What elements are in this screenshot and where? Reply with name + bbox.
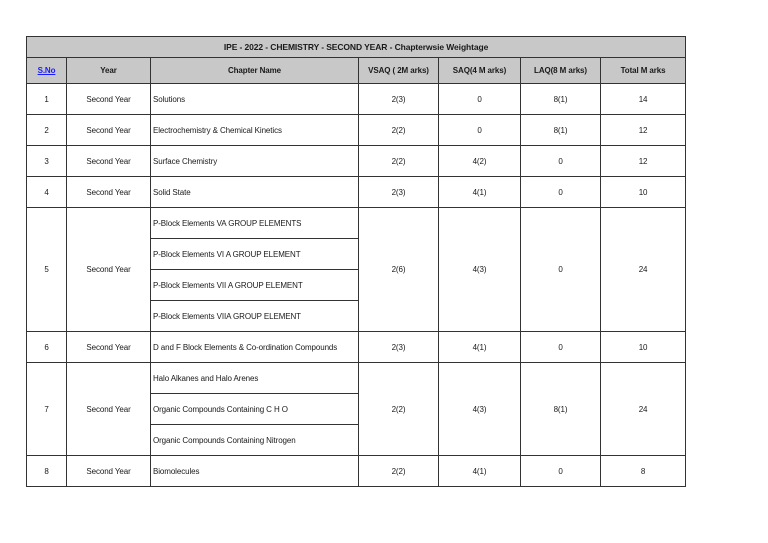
total-marks-cell: 10 xyxy=(601,177,686,208)
chapter-name-cell: D and F Block Elements & Co-ordination Compounds xyxy=(151,332,359,363)
saq-cell: 4(3) xyxy=(439,208,521,332)
laq-cell: 8(1) xyxy=(521,115,601,146)
chapter-name-cell: Surface Chemistry xyxy=(151,146,359,177)
chapter-name-cell: Organic Compounds Containing Nitrogen xyxy=(151,425,359,456)
sno-cell: 4 xyxy=(27,177,67,208)
header-vsaq: VSAQ ( 2M arks) xyxy=(359,58,439,84)
total-marks-cell: 10 xyxy=(601,332,686,363)
total-marks-cell: 8 xyxy=(601,456,686,487)
table-row xyxy=(27,332,686,363)
vsaq-cell: 2(2) xyxy=(359,115,439,146)
chapter-name-cell: Solutions xyxy=(151,84,359,115)
sno-link[interactable]: S.No xyxy=(37,66,56,75)
total-marks-cell: 24 xyxy=(601,208,686,332)
total-marks-cell: 14 xyxy=(601,84,686,115)
year-cell: Second Year xyxy=(67,332,151,363)
saq-cell: 4(1) xyxy=(439,456,521,487)
laq-cell: 8(1) xyxy=(521,84,601,115)
laq-cell: 0 xyxy=(521,146,601,177)
total-marks-cell: 12 xyxy=(601,146,686,177)
vsaq-cell: 2(2) xyxy=(359,456,439,487)
laq-cell: 8(1) xyxy=(521,363,601,456)
header-row xyxy=(27,58,686,84)
saq-cell: 4(3) xyxy=(439,363,521,456)
vsaq-cell: 2(3) xyxy=(359,332,439,363)
vsaq-cell: 2(6) xyxy=(359,208,439,332)
table-row xyxy=(27,177,686,208)
header-year: Year xyxy=(67,58,151,84)
saq-cell: 4(1) xyxy=(439,177,521,208)
table-row xyxy=(27,84,686,115)
chapter-name-cell: P-Block Elements VIIA GROUP ELEMENT xyxy=(151,301,359,332)
weightage-sheet xyxy=(26,36,686,487)
table-row xyxy=(27,363,686,394)
chapter-name-cell: Organic Compounds Containing C H O xyxy=(151,394,359,425)
chapter-name-cell: Halo Alkanes and Halo Arenes xyxy=(151,363,359,394)
total-marks-cell: 24 xyxy=(601,363,686,456)
table-title: IPE - 2022 - CHEMISTRY - SECOND YEAR - Chapterwsie Weightage xyxy=(27,37,686,58)
year-cell: Second Year xyxy=(67,363,151,456)
chapter-name-cell: P-Block Elements VI A GROUP ELEMENT xyxy=(151,239,359,270)
header-sno[interactable] xyxy=(27,58,67,84)
header-saq: SAQ(4 M arks) xyxy=(439,58,521,84)
year-cell: Second Year xyxy=(67,115,151,146)
table-row xyxy=(27,456,686,487)
saq-cell: 4(1) xyxy=(439,332,521,363)
sno-cell: 6 xyxy=(27,332,67,363)
chapter-name-cell: Electrochemistry & Chemical Kinetics xyxy=(151,115,359,146)
chapter-name-cell: Biomolecules xyxy=(151,456,359,487)
vsaq-cell: 2(3) xyxy=(359,84,439,115)
table-row xyxy=(27,115,686,146)
laq-cell: 0 xyxy=(521,177,601,208)
saq-cell: 4(2) xyxy=(439,146,521,177)
laq-cell: 0 xyxy=(521,208,601,332)
vsaq-cell: 2(3) xyxy=(359,177,439,208)
header-laq: LAQ(8 M arks) xyxy=(521,58,601,84)
chapter-name-cell: P-Block Elements VA GROUP ELEMENTS xyxy=(151,208,359,239)
header-total-marks: Total M arks xyxy=(601,58,686,84)
header-chapter-name: Chapter Name xyxy=(151,58,359,84)
title-row xyxy=(27,37,686,58)
sno-cell: 8 xyxy=(27,456,67,487)
sno-cell: 7 xyxy=(27,363,67,456)
year-cell: Second Year xyxy=(67,208,151,332)
laq-cell: 0 xyxy=(521,456,601,487)
sno-cell: 1 xyxy=(27,84,67,115)
year-cell: Second Year xyxy=(67,146,151,177)
sno-cell: 2 xyxy=(27,115,67,146)
chapter-name-cell: Solid State xyxy=(151,177,359,208)
vsaq-cell: 2(2) xyxy=(359,363,439,456)
table-row xyxy=(27,146,686,177)
table-row xyxy=(27,208,686,239)
vsaq-cell: 2(2) xyxy=(359,146,439,177)
chapter-name-cell: P-Block Elements VII A GROUP ELEMENT xyxy=(151,270,359,301)
saq-cell: 0 xyxy=(439,84,521,115)
year-cell: Second Year xyxy=(67,177,151,208)
sno-cell: 5 xyxy=(27,208,67,332)
saq-cell: 0 xyxy=(439,115,521,146)
table-body xyxy=(27,84,686,487)
year-cell: Second Year xyxy=(67,456,151,487)
laq-cell: 0 xyxy=(521,332,601,363)
total-marks-cell: 12 xyxy=(601,115,686,146)
sno-cell: 3 xyxy=(27,146,67,177)
year-cell: Second Year xyxy=(67,84,151,115)
weightage-table xyxy=(26,36,686,487)
